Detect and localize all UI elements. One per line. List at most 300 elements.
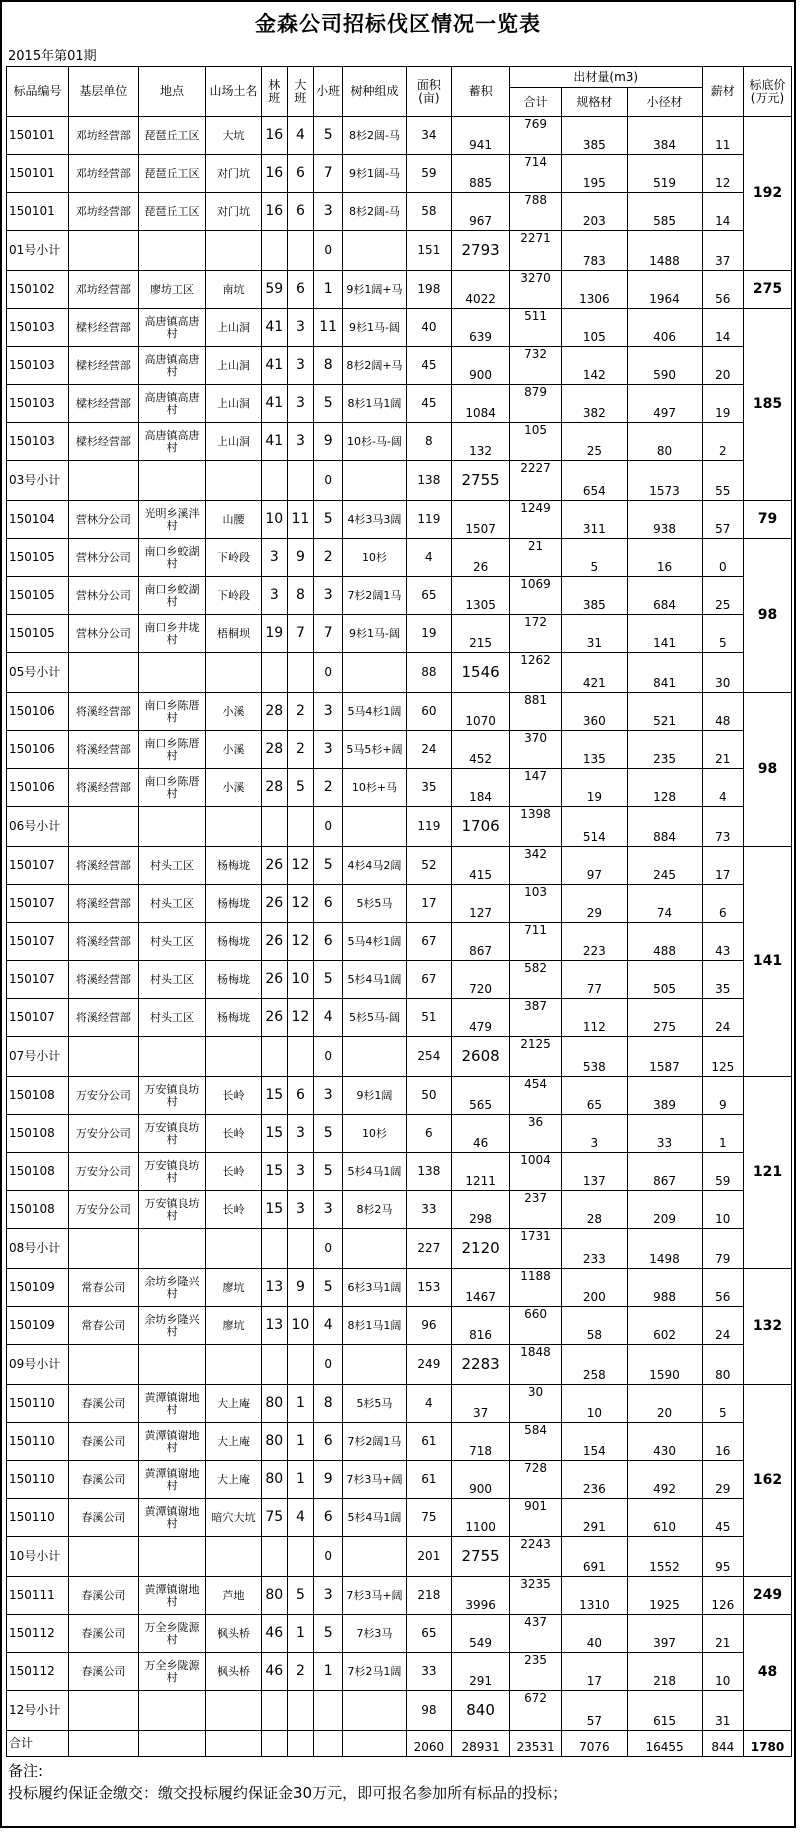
cell-xiao: 3 <box>313 577 342 615</box>
cell-area: 88 <box>406 653 452 693</box>
table-row <box>7 1615 792 1653</box>
cell-spec: 105 <box>562 309 627 347</box>
cell-small: 1590 <box>627 1345 702 1385</box>
cell-spec: 311 <box>562 501 627 539</box>
cell-spec: 385 <box>562 577 627 615</box>
table-row <box>7 1461 792 1499</box>
cell-lin: 80 <box>261 1461 287 1499</box>
cell-total: 660 <box>509 1307 561 1345</box>
cell-unit: 将溪经营部 <box>69 885 139 923</box>
cell-species: 9杉1阔-马 <box>343 155 406 193</box>
empty-cell <box>206 1037 262 1077</box>
cell-price: 79 <box>743 501 791 539</box>
cell-xiao: 0 <box>313 1537 342 1577</box>
cell-code: 150108 <box>7 1077 69 1115</box>
cell-spec: 195 <box>562 155 627 193</box>
cell-unit: 营林分公司 <box>69 615 139 653</box>
cell-code: 150108 <box>7 1191 69 1229</box>
cell-total: 1398 <box>509 807 561 847</box>
cell-code: 150105 <box>7 577 69 615</box>
cell-lin: 41 <box>261 347 287 385</box>
cell-small: 602 <box>627 1307 702 1345</box>
cell-small: 590 <box>627 347 702 385</box>
cell-xiao: 5 <box>313 501 342 539</box>
cell-da: 3 <box>287 423 313 461</box>
cell-area: 65 <box>406 1615 452 1653</box>
header-volume: 蓄积 <box>452 67 510 117</box>
cell-spec: 291 <box>562 1499 627 1537</box>
cell-total: 454 <box>509 1077 561 1115</box>
cell-total: 769 <box>509 117 561 155</box>
cell-species: 10杉 <box>343 1115 406 1153</box>
cell-hill: 枫头桥 <box>206 1615 262 1653</box>
cell-unit: 将溪经营部 <box>69 999 139 1037</box>
empty-cell <box>69 653 139 693</box>
cell-volume: 840 <box>452 1691 510 1731</box>
cell-place: 南口乡陈厝村 <box>138 731 206 769</box>
cell-da: 3 <box>287 1191 313 1229</box>
cell-place: 万安镇良坊村 <box>138 1077 206 1115</box>
cell-place: 南口乡井垅村 <box>138 615 206 653</box>
cell-fuel: 12 <box>702 155 743 193</box>
cell-fuel: 16 <box>702 1423 743 1461</box>
cell-species: 4杉4马2阔 <box>343 847 406 885</box>
cell-small: 492 <box>627 1461 702 1499</box>
cell-place: 琵琶丘工区 <box>138 155 206 193</box>
cell-area: 17 <box>406 885 452 923</box>
cell-small: 245 <box>627 847 702 885</box>
cell-small: 20 <box>627 1385 702 1423</box>
cell-total: 23531 <box>509 1731 561 1757</box>
cell-da: 7 <box>287 615 313 653</box>
cell-lin: 19 <box>261 615 287 653</box>
cell-small: 80 <box>627 423 702 461</box>
cell-code: 150106 <box>7 731 69 769</box>
cell-total: 342 <box>509 847 561 885</box>
cell-code: 150110 <box>7 1385 69 1423</box>
cell-unit: 营林分公司 <box>69 539 139 577</box>
table-row <box>7 1269 792 1307</box>
cell-xiao: 6 <box>313 923 342 961</box>
cell-fuel: 45 <box>702 1499 743 1537</box>
cell-hill: 对门坑 <box>206 155 262 193</box>
subtotal-row <box>7 1537 792 1577</box>
table-row <box>7 309 792 347</box>
cell-xiao: 5 <box>313 1615 342 1653</box>
cell-small: 610 <box>627 1499 702 1537</box>
cell-code: 150105 <box>7 615 69 653</box>
cell-volume: 867 <box>452 923 510 961</box>
cell-unit: 春溪公司 <box>69 1461 139 1499</box>
empty-cell <box>287 1037 313 1077</box>
cell-species: 8杉2阔+马 <box>343 347 406 385</box>
cell-lin: 28 <box>261 769 287 807</box>
cell-hill: 大上庵 <box>206 1423 262 1461</box>
cell-species: 4杉3马3阔 <box>343 501 406 539</box>
cell-small: 1587 <box>627 1037 702 1077</box>
cell-price: 162 <box>743 1385 791 1577</box>
cell-da: 4 <box>287 117 313 155</box>
cell-volume: 720 <box>452 961 510 999</box>
cell-small: 1498 <box>627 1229 702 1269</box>
empty-cell <box>343 1037 406 1077</box>
cell-label: 10号小计 <box>7 1537 69 1577</box>
cell-unit: 将溪经营部 <box>69 769 139 807</box>
cell-spec: 137 <box>562 1153 627 1191</box>
cell-species: 5杉4马1阔 <box>343 1153 406 1191</box>
cell-da: 12 <box>287 999 313 1037</box>
empty-cell <box>206 461 262 501</box>
cell-da: 8 <box>287 577 313 615</box>
cell-xiao: 3 <box>313 693 342 731</box>
cell-small: 585 <box>627 193 702 231</box>
cell-spec: 77 <box>562 961 627 999</box>
cell-fuel: 14 <box>702 193 743 231</box>
cell-xiao: 9 <box>313 423 342 461</box>
cell-hill: 芦地 <box>206 1577 262 1615</box>
cell-lin: 80 <box>261 1385 287 1423</box>
cell-total: 728 <box>509 1461 561 1499</box>
cell-volume: 4022 <box>452 271 510 309</box>
header-code: 标品编号 <box>7 67 69 117</box>
cell-area: 138 <box>406 1153 452 1191</box>
cell-unit: 樑杉经营部 <box>69 309 139 347</box>
cell-hill: 上山洞 <box>206 423 262 461</box>
cell-da: 2 <box>287 731 313 769</box>
cell-area: 96 <box>406 1307 452 1345</box>
empty-cell <box>261 231 287 271</box>
cell-place: 光明乡溪泮村 <box>138 501 206 539</box>
table-row <box>7 1115 792 1153</box>
cell-da: 6 <box>287 155 313 193</box>
cell-code: 150110 <box>7 1423 69 1461</box>
cell-hill: 长岭 <box>206 1077 262 1115</box>
cell-da: 10 <box>287 961 313 999</box>
cell-code: 150109 <box>7 1269 69 1307</box>
cell-spec: 31 <box>562 615 627 653</box>
cell-area: 138 <box>406 461 452 501</box>
cell-species: 8杉2阔-马 <box>343 193 406 231</box>
cell-fuel: 9 <box>702 1077 743 1115</box>
cell-spec: 135 <box>562 731 627 769</box>
cell-fuel: 844 <box>702 1731 743 1757</box>
cell-area: 61 <box>406 1423 452 1461</box>
cell-species: 5杉4马1阔 <box>343 961 406 999</box>
cell-unit: 万安分公司 <box>69 1115 139 1153</box>
cell-fuel: 30 <box>702 653 743 693</box>
cell-xiao: 8 <box>313 1385 342 1423</box>
cell-spec: 223 <box>562 923 627 961</box>
cell-area: 198 <box>406 271 452 309</box>
cell-spec: 5 <box>562 539 627 577</box>
cell-small: 1573 <box>627 461 702 501</box>
cell-unit: 万安分公司 <box>69 1077 139 1115</box>
cell-fuel: 10 <box>702 1191 743 1229</box>
cell-volume: 2283 <box>452 1345 510 1385</box>
empty-cell <box>206 231 262 271</box>
cell-xiao: 7 <box>313 155 342 193</box>
cell-spec: 57 <box>562 1691 627 1731</box>
cell-xiao: 4 <box>313 999 342 1037</box>
cell-volume: 967 <box>452 193 510 231</box>
cell-code: 150107 <box>7 885 69 923</box>
cell-fuel: 80 <box>702 1345 743 1385</box>
cell-unit: 将溪经营部 <box>69 961 139 999</box>
cell-total: 732 <box>509 347 561 385</box>
cell-species: 6杉3马1阔 <box>343 1269 406 1307</box>
cell-area: 119 <box>406 807 452 847</box>
cell-hill: 梧桐坝 <box>206 615 262 653</box>
cell-spec: 654 <box>562 461 627 501</box>
cell-species: 7杉3马 <box>343 1615 406 1653</box>
cell-hill: 杨梅垅 <box>206 961 262 999</box>
cell-fuel: 79 <box>702 1229 743 1269</box>
cell-hill: 暗穴大坑 <box>206 1499 262 1537</box>
cell-place: 南口乡陈厝村 <box>138 693 206 731</box>
cell-lin: 16 <box>261 117 287 155</box>
cell-xiao: 3 <box>313 1191 342 1229</box>
cell-area: 45 <box>406 347 452 385</box>
cell-fuel: 0 <box>702 539 743 577</box>
cell-place: 廖坊工区 <box>138 271 206 309</box>
cell-small: 235 <box>627 731 702 769</box>
cell-area: 98 <box>406 1691 452 1731</box>
empty-cell <box>206 1229 262 1269</box>
cell-spec: 538 <box>562 1037 627 1077</box>
empty-cell <box>261 807 287 847</box>
cell-volume: 1070 <box>452 693 510 731</box>
cell-species: 10杉+马 <box>343 769 406 807</box>
cell-da: 9 <box>287 539 313 577</box>
cell-place: 黄潭镇谢地村 <box>138 1577 206 1615</box>
cell-species: 7杉2阔1马 <box>343 577 406 615</box>
cell-fuel: 31 <box>702 1691 743 1731</box>
cell-place: 高唐镇高唐村 <box>138 347 206 385</box>
cell-place: 万安镇良坊村 <box>138 1153 206 1191</box>
cell-small: 430 <box>627 1423 702 1461</box>
cell-xiao: 0 <box>313 807 342 847</box>
cell-fuel: 21 <box>702 1615 743 1653</box>
cell-spec: 783 <box>562 231 627 271</box>
cell-spec: 17 <box>562 1653 627 1691</box>
cell-spec: 3 <box>562 1115 627 1153</box>
cell-fuel: 24 <box>702 1307 743 1345</box>
cell-small: 1964 <box>627 271 702 309</box>
cell-small: 1925 <box>627 1577 702 1615</box>
cell-volume: 639 <box>452 309 510 347</box>
cell-area: 40 <box>406 309 452 347</box>
cell-species: 8杉1马1阔 <box>343 385 406 423</box>
table-row <box>7 1653 792 1691</box>
empty-cell <box>313 1731 342 1757</box>
cell-fuel: 59 <box>702 1153 743 1191</box>
empty-cell <box>138 807 206 847</box>
cell-volume: 291 <box>452 1653 510 1691</box>
cell-fuel: 48 <box>702 693 743 731</box>
cell-small: 988 <box>627 1269 702 1307</box>
header-hill: 山场土名 <box>206 67 262 117</box>
cell-xiao: 9 <box>313 1461 342 1499</box>
cell-unit: 万安分公司 <box>69 1191 139 1229</box>
cell-area: 24 <box>406 731 452 769</box>
empty-cell <box>261 1691 287 1731</box>
table-row <box>7 1385 792 1423</box>
empty-cell <box>343 1691 406 1731</box>
cell-total: 370 <box>509 731 561 769</box>
cell-hill: 杨梅垅 <box>206 999 262 1037</box>
cell-lin: 15 <box>261 1077 287 1115</box>
cell-fuel: 24 <box>702 999 743 1037</box>
cell-fuel: 14 <box>702 309 743 347</box>
cell-total: 511 <box>509 309 561 347</box>
empty-cell <box>69 1537 139 1577</box>
cell-xiao: 1 <box>313 271 342 309</box>
header-lin: 林班 <box>261 67 287 117</box>
cell-volume: 816 <box>452 1307 510 1345</box>
empty-cell <box>343 1229 406 1269</box>
cell-price: 121 <box>743 1077 791 1269</box>
table-row <box>7 1191 792 1229</box>
cell-unit: 春溪公司 <box>69 1423 139 1461</box>
empty-cell <box>343 1731 406 1757</box>
table-row <box>7 731 792 769</box>
cell-spec: 97 <box>562 847 627 885</box>
table-row <box>7 501 792 539</box>
cell-unit: 樑杉经营部 <box>69 385 139 423</box>
cell-xiao: 11 <box>313 309 342 347</box>
cell-small: 397 <box>627 1615 702 1653</box>
cell-xiao: 3 <box>313 731 342 769</box>
cell-place: 村头工区 <box>138 961 206 999</box>
cell-price: 249 <box>743 1577 791 1615</box>
cell-area: 50 <box>406 1077 452 1115</box>
empty-cell <box>343 653 406 693</box>
cell-hill: 上山洞 <box>206 347 262 385</box>
empty-cell <box>343 461 406 501</box>
cell-unit: 春溪公司 <box>69 1385 139 1423</box>
cell-unit: 春溪公司 <box>69 1499 139 1537</box>
cell-spec: 258 <box>562 1345 627 1385</box>
cell-xiao: 0 <box>313 231 342 271</box>
cell-fuel: 37 <box>702 231 743 271</box>
cell-spec: 236 <box>562 1461 627 1499</box>
cell-small: 841 <box>627 653 702 693</box>
page-title: 金森公司招标伐区情况一览表 <box>255 12 541 36</box>
empty-cell <box>343 231 406 271</box>
cell-place: 黄潭镇谢地村 <box>138 1385 206 1423</box>
cell-total: 714 <box>509 155 561 193</box>
cell-volume: 46 <box>452 1115 510 1153</box>
cell-da: 4 <box>287 1499 313 1537</box>
cell-unit: 将溪经营部 <box>69 731 139 769</box>
subtotal-row <box>7 653 792 693</box>
cell-hill: 对门坑 <box>206 193 262 231</box>
cell-code: 150107 <box>7 961 69 999</box>
cell-hill: 长岭 <box>206 1115 262 1153</box>
cell-volume: 1211 <box>452 1153 510 1191</box>
cell-total: 1731 <box>509 1229 561 1269</box>
cell-total: 584 <box>509 1423 561 1461</box>
cell-hill: 上山洞 <box>206 309 262 347</box>
cell-price: 98 <box>743 693 791 847</box>
cell-volume: 718 <box>452 1423 510 1461</box>
cell-place: 余坊乡隆兴村 <box>138 1269 206 1307</box>
cell-area: 227 <box>406 1229 452 1269</box>
cell-xiao: 5 <box>313 117 342 155</box>
cell-fuel: 55 <box>702 461 743 501</box>
cell-fuel: 25 <box>702 577 743 615</box>
cell-total: 879 <box>509 385 561 423</box>
table-row <box>7 423 792 461</box>
table-row <box>7 193 792 231</box>
cell-xiao: 5 <box>313 1153 342 1191</box>
cell-xiao: 2 <box>313 769 342 807</box>
subtotal-row <box>7 1037 792 1077</box>
cell-small: 128 <box>627 769 702 807</box>
cell-volume: 565 <box>452 1077 510 1115</box>
cell-xiao: 5 <box>313 961 342 999</box>
bidding-table <box>6 66 792 1757</box>
empty-cell <box>287 1731 313 1757</box>
cell-code: 150102 <box>7 271 69 309</box>
cell-area: 67 <box>406 923 452 961</box>
cell-lin: 26 <box>261 847 287 885</box>
cell-fuel: 95 <box>702 1537 743 1577</box>
notes-heading: 备注: <box>8 1762 44 1780</box>
cell-da: 1 <box>287 1461 313 1499</box>
cell-volume: 2608 <box>452 1037 510 1077</box>
cell-total: 1262 <box>509 653 561 693</box>
table-row <box>7 577 792 615</box>
empty-cell <box>261 1345 287 1385</box>
cell-small: 1552 <box>627 1537 702 1577</box>
header-output: 出材量(m3) <box>509 67 702 88</box>
cell-total: 2271 <box>509 231 561 271</box>
table-row <box>7 885 792 923</box>
cell-area: 75 <box>406 1499 452 1537</box>
cell-small: 938 <box>627 501 702 539</box>
header-place: 地点 <box>138 67 206 117</box>
cell-place: 村头工区 <box>138 923 206 961</box>
cell-code: 150107 <box>7 847 69 885</box>
cell-hill: 长岭 <box>206 1153 262 1191</box>
cell-lin: 41 <box>261 423 287 461</box>
cell-area: 8 <box>406 423 452 461</box>
empty-cell <box>287 461 313 501</box>
empty-cell <box>138 1229 206 1269</box>
cell-volume: 2793 <box>452 231 510 271</box>
cell-da: 1 <box>287 1423 313 1461</box>
cell-area: 59 <box>406 155 452 193</box>
cell-fuel: 10 <box>702 1653 743 1691</box>
cell-volume: 1305 <box>452 577 510 615</box>
cell-spec: 360 <box>562 693 627 731</box>
cell-price: 192 <box>743 117 791 271</box>
cell-species: 8杉2阔-马 <box>343 117 406 155</box>
table-row <box>7 961 792 999</box>
cell-code: 150103 <box>7 309 69 347</box>
cell-species: 7杉2马1阔 <box>343 1653 406 1691</box>
cell-spec: 233 <box>562 1229 627 1269</box>
cell-area: 58 <box>406 193 452 231</box>
cell-spec: 29 <box>562 885 627 923</box>
subtotal-row <box>7 461 792 501</box>
cell-small: 33 <box>627 1115 702 1153</box>
cell-spec: 691 <box>562 1537 627 1577</box>
cell-area: 19 <box>406 615 452 653</box>
cell-spec: 200 <box>562 1269 627 1307</box>
cell-area: 45 <box>406 385 452 423</box>
